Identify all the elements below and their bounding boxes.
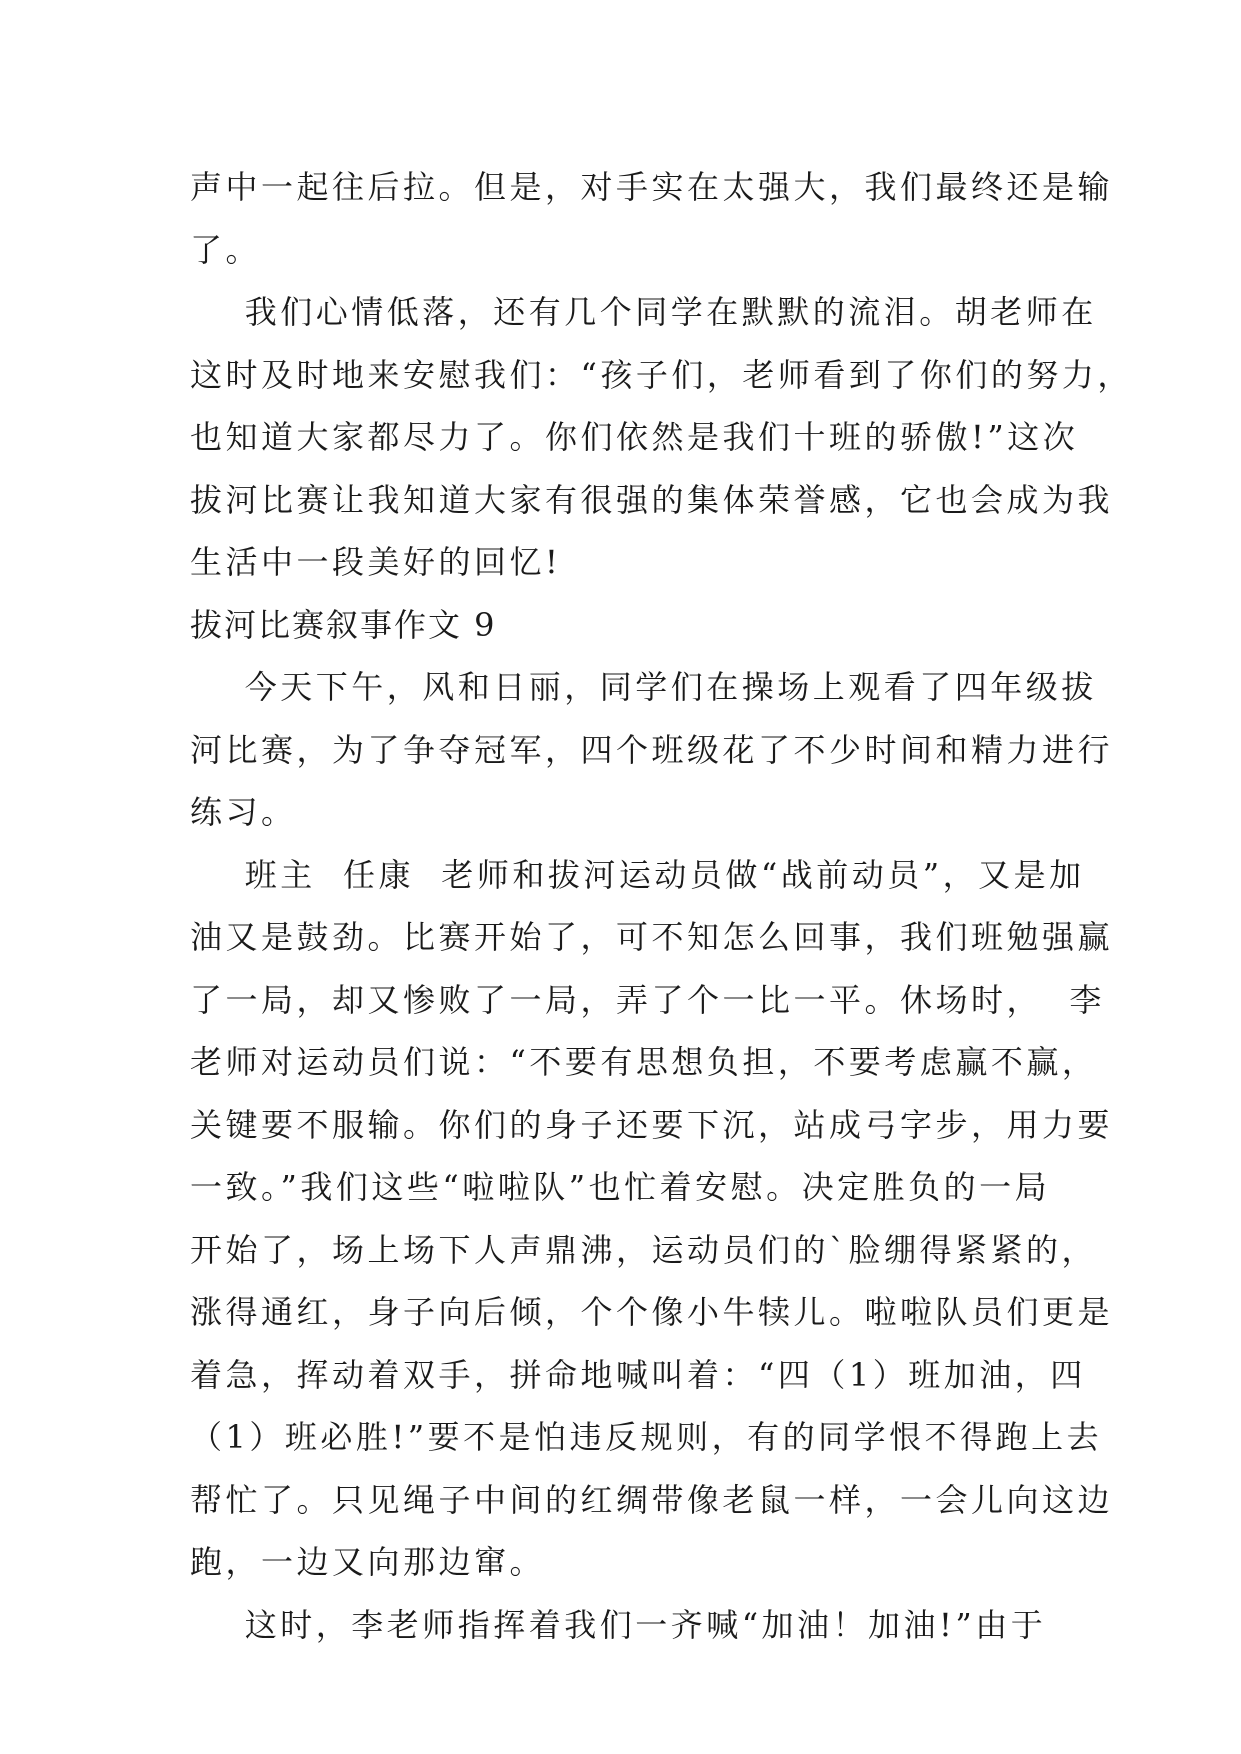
text-line: 涨得通红，身子向后倾，个个像小牛犊儿。啦啦队员们更是: [190, 1293, 1114, 1331]
text-line: 声中一起往后拉。但是，对手实在太强大，我们最终还是输: [190, 168, 1114, 206]
text-line: 今天下午，风和日丽，同学们在操场上观看了四年级拔: [190, 668, 1097, 706]
text-line: 油又是鼓劲。比赛开始了，可不知怎么回事，我们班勉强赢: [190, 918, 1114, 956]
text-line: 练习。: [190, 793, 297, 831]
essay-heading: 拔河比赛叙事作文 9: [190, 605, 497, 644]
text-line: 跑，一边又向那边窜。: [190, 1543, 546, 1581]
text-line: 拔河比赛让我知道大家有很强的集体荣誉感，它也会成为我: [190, 480, 1114, 519]
text-line: 这时，李老师指挥着我们一齐喊“加油！加油!”由于: [190, 1605, 1047, 1644]
text-line: 生活中一段美好的回忆!: [190, 543, 562, 581]
text-line: （1）班必胜!”要不是怕违反规则，有的同学恨不得跑上去: [190, 1418, 1103, 1456]
text-line: 关键要不服输。你们的身子还要下沉，站成弓字步，用力要: [190, 1105, 1114, 1144]
text-line: 老师对运动员们说：“不要有思想负担，不要考虑赢不赢，: [190, 1043, 1098, 1081]
text-line: 帮忙了。只见绳子中间的红绸带像老鼠一样，一会儿向这边: [190, 1480, 1114, 1519]
text-line: 也知道大家都尽力了。你们依然是我们十班的骄傲!”这次: [190, 418, 1079, 456]
text-line: 河比赛，为了争夺冠军，四个班级花了不少时间和精力进行: [190, 730, 1114, 769]
text-line: 班主 任康 老师和拔河运动员做“战前动员”，又是加: [190, 855, 1085, 894]
text-line: 这时及时地来安慰我们：“孩子们，老师看到了你们的努力，: [190, 355, 1133, 394]
text-line: 我们心情低落，还有几个同学在默默的流泪。胡老师在: [190, 293, 1097, 331]
essay-text: [190, 156, 1133, 1656]
text-line: 一致。”我们这些“啦啦队”也忙着安慰。决定胜负的一局: [190, 1168, 1051, 1206]
text-line: 开始了，场上场下人声鼎沸，运动员们的`脸绷得紧紧的，: [190, 1230, 1098, 1269]
text-line: 了一局，却又惨败了一局，弄了个一比一平。休场时， 李: [190, 980, 1105, 1019]
text-line: 着急，挥动着双手，拼命地喊叫着：“四（1）班加油，四: [190, 1355, 1086, 1394]
text-line: 了。: [190, 230, 262, 269]
